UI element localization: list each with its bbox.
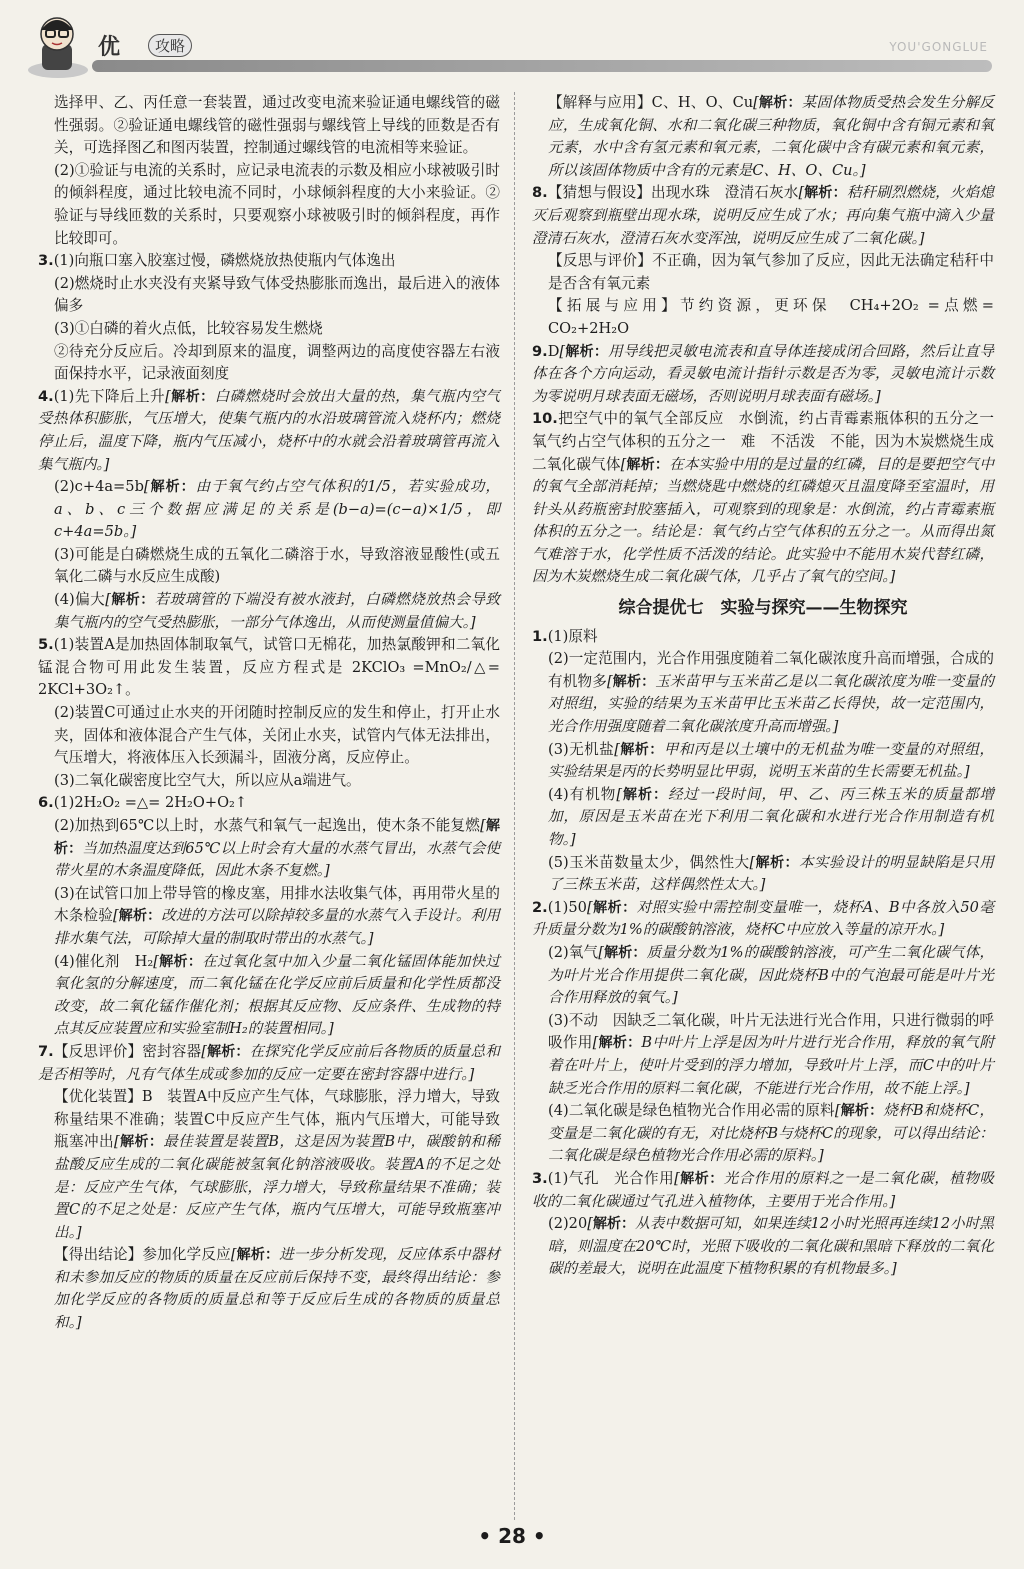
analysis-text: [解析：从表中数据可知，如果连续12小时光照再连续12小时黑暗，则温度在20℃时，光照下吸收的二氧化碳和黑暗下释放的二氧化碳的差最大，说明在此温度下植物积累的有机物最多。] [548,1215,994,1278]
question-number: 7. [38,1042,54,1060]
answer-item [532,1100,994,1168]
page-header [0,0,1024,88]
mascot-logo-icon [22,8,92,82]
answer-text: (2)燃烧时止水夹没有夹紧导致气体受热膨胀而逸出，最后进入的液体偏多 [54,274,500,315]
answer-text: (3)不动 因缺乏二氧化碳，叶片无法进行光合作用，只进行微弱的呼吸作用 [548,1011,994,1052]
analysis-text: [解析：玉米苗甲与玉米苗乙是以二氧化碳浓度为唯一变量的对照组，实验的结果为玉米苗甲比玉米苗乙长得快，故一定范围内，光合作用强度随着二氧化碳浓度升高而增强。] [548,672,994,736]
analysis-body: 玉米苗甲与玉米苗乙是以二氧化碳浓度为唯一变量的对照组，实验的结果为玉米苗甲比玉米苗乙长得快，故一定范围内，光合作用强度随着二氧化碳浓度升高而增强。 [548,672,994,736]
answer-item [532,92,994,182]
answer-item [38,386,500,476]
answer-item [38,1244,500,1334]
answer-item [38,634,500,702]
analysis-label: 解析： [755,854,799,871]
answer-text: (1)先下降后上升 [53,387,166,405]
analysis-label: 解析： [619,741,664,758]
question-number: 4. [38,387,54,405]
answer-text: (2)20 [548,1215,588,1233]
question-number: 10. [532,410,558,428]
answer-text: ②待充分反应后。冷却到原来的温度，调整两边的高度使容器左右液面保持水平，记录液面刻度 [54,342,500,383]
analysis-label: 解析： [158,953,203,970]
question-number: 9. [532,342,548,360]
answer-item [532,295,994,340]
answer-item [532,626,994,649]
answer-item [38,341,500,386]
question-number: 1. [532,627,548,645]
answer-text: 选择甲、乙、丙任意一套装置，通过改变电流来验证通电螺线管的磁性强弱。②验证通电螺线管的磁性强弱与螺线管上导线的匝数是否有关，可选择图乙和图丙装置，控制通过螺线管的电流相等来验证。 [54,94,500,157]
analysis-label: 解析： [626,456,670,473]
answer-item [532,784,994,852]
analysis-text: [解析：若玻璃管的下端没有被水液封，白磷燃烧放热会导致集气瓶内的空气受热膨胀，一部分气体逸出，从而使测量值偏大。] [54,591,500,631]
answer-text: (1)气孔 光合作用 [547,1169,675,1187]
answer-text: 【反思评价】密封容器 [53,1042,202,1060]
answer-text: (1)原料 [547,627,598,645]
analysis-text: [解析：秸秆刷烈燃烧，火焰熄灭后观察到瓶壁出现水珠，说明反应生成了水；再向集气瓶中滴入少量澄清石灰水，澄清石灰水变浑浊，说明反应生成了二氧化碳。] [532,184,994,247]
analysis-text: [解析：当加热温度达到65℃以上时会有大量的水蒸气冒出，水蒸气会使带火星的木条温度降低，因此木条不复燃。] [54,817,501,880]
brand-badge: 攻略 [148,34,192,57]
answer-item [38,951,500,1041]
answer-text: 【拓展与应用】节约资源，更环保 CH₄+2O₂ =点燃= CO₂+2H₂O [548,297,994,337]
question-number: 6. [38,794,54,812]
question-number: 5. [38,636,54,654]
answer-text: (2)一定范围内，光合作用强度随着二氧化碳浓度升高而增强，合成的有机物多 [548,650,994,690]
header-bar [92,60,992,72]
answer-item [38,92,500,160]
analysis-label: 解析： [565,343,609,360]
analysis-label: 解析： [110,592,155,609]
answer-text: 【反思与评价】不正确，因为氧气参加了反应，因此无法确定秸秆中是否含有氧元素 [548,252,994,292]
answer-item [38,160,500,250]
right-column [532,92,1009,1281]
answer-item [38,476,500,544]
analysis-body: 烧杯B和烧杯C，变量是二氧化碳的有无，对比烧杯B与烧杯C的现象，可以得出结论：二氧化碳是绿色植物光合作用必需的原料。 [548,1102,994,1165]
answer-item [38,250,500,273]
analysis-text: [解析：对照实验中需控制变量唯一，烧杯A、B中各放入50毫升质量分数为1%的碳酸钠溶液，烧杯C中应放入等量的凉开水。] [532,898,994,939]
answer-text: (4)二氧化碳是绿色植物光合作用必需的原料 [548,1102,835,1120]
analysis-text: [解析：本实验设计的明显缺陷是只用了三株玉米苗，这样偶然性太大。] [548,853,994,894]
answer-item [532,852,994,897]
answer-item [532,182,994,250]
answer-text: (2)c+4a=5b [54,478,144,496]
answer-item [38,702,500,770]
analysis-text: [解析：烧杯B和烧杯C，变量是二氧化碳的有无，对比烧杯B与烧杯C的现象，可以得出结论：二氧化碳是绿色植物光合作用必需的原料。] [548,1102,994,1165]
analysis-text: [解析：光合作用的原料之一是二氧化碳，植物吸收的二氧化碳通过气孔进入植物体，主要用于光合作用。] [532,1169,994,1210]
answer-item [38,1041,500,1086]
answer-text: (1)向瓶口塞入胶塞过慢，磷燃烧放热使瓶内气体逸出 [53,252,396,270]
analysis-body: 改进的方法可以除掉较多量的水蒸气入手设计。利用排水集气法，可除掉大量的制取时带出的水蒸气。 [54,907,500,947]
analysis-text: [解析：改进的方法可以除掉较多量的水蒸气入手设计。利用排水集气法，可除掉大量的制取时带出的水蒸气。] [54,907,500,947]
analysis-body: 用导线把灵敏电流表和直导体连接成闭合回路，然后让直导体在各个方向运动，看灵敏电流计指针示数是否为零，灵敏电流计示数为零说明月球表面无磁场，否则说明月球表面有磁场。 [532,342,994,405]
analysis-body: 在过氧化氢中加入少量二氧化锰固体能加快过氧化氢的分解速度，而二氧化锰在化学反应前后质量和化学性质都没改变，故二氧化锰作催化剂；根据其反应物、反应条件、生成物的特点其反应装置应和实验室制H₂的装置相同。 [54,952,501,1038]
answer-text: (3)可能是白磷燃烧生成的五氧化二磷溶于水，导致溶液显酸性(或五氧化二磷与水反应生成酸) [54,545,500,586]
analysis-body: 某固体物质受热会发生分解反应，生成氧化铜、水和二氧化碳三种物质，氧化铜中含有铜元素和氧元素，水中含有氢元素和氧元素，二氧化碳中含有碳元素和氧元素，所以该固体物质中含有的元素是C、H、O、Cu。 [548,94,994,179]
answer-text: (4)偏大 [54,591,106,609]
answer-text: (4)有机物 [548,785,617,803]
analysis-text: [解析：白磷燃烧时会放出大量的热，集气瓶内空气受热体积膨胀，气压增大，使集气瓶内的水沿玻璃管流入烧杯内；燃烧停止后，温度下降，瓶内气压减小，烧杯中的水就会沿着玻璃管再流入集气瓶内。] [38,387,500,473]
answer-text: (2)加热到65℃以上时，水蒸气和氧气一起逸出，使木条不能复燃 [54,817,481,834]
brand-name: 优 [98,35,121,60]
answer-text: (2)①验证与电流的关系时，应记录电流表的示数及相应小球被吸引时的倾斜程度，通过比较电流不同时，小球倾斜程度的大小来验证。②验证与导线匝数的关系时，只要观察小球被吸引时的倾斜程度，再作比较即可。 [54,161,500,247]
analysis-label: 解析： [236,1247,280,1264]
answer-item [38,883,500,951]
answer-text: (2)装置C可通过止水夹的开闭随时控制反应的发生和停止，打开止水夹，固体和液体混合产生气体，关闭止水夹，试管内气体无法排出，气压增大，将液体压入长颈漏斗，固液分离，反应停止。 [54,704,500,767]
answer-text: 【得出结论】参加化学反应 [54,1246,231,1264]
analysis-body: 由于氧气约占空气体积的1/5，若实验成功，a、b、c三个数据应满足的关系是(b−a)=(c−a)×1/5，即c+4a=5b。 [54,478,501,541]
answer-item [38,544,500,589]
answer-text: (1)50 [547,898,587,916]
answer-item [532,250,994,295]
analysis-text: [解析：某固体物质受热会发生分解反应，生成氧化铜、水和二氧化碳三种物质，氧化铜中含有铜元素和氧元素，水中含有氢元素和氧元素，二氧化碳中含有碳元素和氧元素，所以该固体物质中含有的元素是C、H、O、Cu。] [548,94,994,179]
brand-latin: YOU'GONGLUE [889,40,988,54]
analysis-body: 经过一段时间，甲、乙、丙三株玉米的质量都增加，原因是玉米苗在光下利用二氧化碳和水进行光合作用制造有机物。 [548,785,994,848]
left-column [38,92,500,1335]
analysis-text: [解析：质量分数为1%的碳酸钠溶液，可产生二氧化碳气体，为叶片光合作用提供二氧化碳，因此烧杯B中的气泡最可能是叶片光合作用释放的氧气。] [548,943,994,1007]
answer-text: (3)二氧化碳密度比空气大，所以应从a端进气。 [54,771,361,789]
answer-text: (2)氧气 [548,943,599,961]
analysis-label: 解析： [54,818,500,857]
analysis-body: 质量分数为1%的碳酸钠溶液，可产生二氧化碳气体，为叶片光合作用提供二氧化碳，因此烧杯B中的气泡最可能是叶片光合作用释放的氧气。 [548,943,994,1007]
answer-item [532,1010,994,1100]
analysis-text: [解析：经过一段时间，甲、乙、丙三株玉米的质量都增加，原因是玉米苗在光下利用二氧化碳和水进行光合作用制造有机物。] [548,785,994,848]
answer-item [532,341,994,409]
answer-text: 【解释与应用】C、H、O、Cu [548,94,754,111]
answer-item [38,1086,500,1244]
analysis-label: 解析： [118,908,162,925]
analysis-body: 从表中数据可知，如果连续12小时光照再连续12小时黑暗，则温度在20℃时，光照下吸收的二氧化碳和黑暗下释放的二氧化碳的差最大，说明在此温度下植物积累的有机物最多。 [548,1215,994,1278]
answer-text: (1)装置A是加热固体制取氧气，试管口无棉花，加热氯酸钾和二氧化锰混合物可用此发生装置，反应方程式是 2KClO₃ =MnO₂/△= 2KCl+3O₂↑。 [38,636,500,699]
analysis-text: [解析：在过氧化氢中加入少量二氧化锰固体能加快过氧化氢的分解速度，而二氧化锰在化学反应前后质量和化学性质都没改变，故二氧化锰作催化剂；根据其反应物、反应条件、生成物的特点其反应装置应和实验室制H₂的装置相同。] [54,952,501,1038]
analysis-text: [解析：用导线把灵敏电流表和直导体连接成闭合回路，然后让直导体在各个方向运动，看灵敏电流计指针示数是否为零，灵敏电流计示数为零说明月球表面无磁场，否则说明月球表面有磁场。] [532,342,994,405]
analysis-body: 在本实验中用的是过量的红磷，目的是要把空气中的氧气全部消耗掉；当燃烧匙中燃烧的红磷熄灭且温度降至室温时，用针头从药瓶密封胶塞插入，可观察到的现象是：水倒流，约占青霉素瓶体积的五分之一。结论是：氧气约占空气体积的五分之一。从而得出氮气难溶于水，化学性质不活泼的结论。此实验中不能用木炭代替红磷，因为木炭燃烧生成二氧化碳气体，几乎占了氧气的空间。 [532,455,994,586]
analysis-label: 解析： [592,899,637,916]
analysis-label: 解析： [840,1103,884,1120]
analysis-body: 白磷燃烧时会放出大量的热，集气瓶内空气受热体积膨胀，气压增大，使集气瓶内的水沿玻璃管流入烧杯内；燃烧停止后，温度下降，瓶内气压减小，烧杯中的水就会沿着玻璃管再流入集气瓶内。 [38,387,500,473]
analysis-body: 若玻璃管的下端没有被水液封，白磷燃烧放热会导致集气瓶内的空气受热膨胀，一部分气体逸出，从而使测量值偏大。 [54,591,500,631]
analysis-label: 解析： [612,673,656,690]
analysis-label: 解析： [592,1216,636,1233]
analysis-label: 解析： [149,479,196,496]
analysis-body: 对照实验中需控制变量唯一，烧杯A、B中各放入50毫升质量分数为1%的碳酸钠溶液，烧杯C中应放入等量的凉开水。 [532,898,994,939]
analysis-body: 当加热温度达到65℃以上时会有大量的水蒸气冒出，水蒸气会使带火星的木条温度降低，因此木条不复燃。 [54,839,501,880]
analysis-body: 秸秆刷烈燃烧，火焰熄灭后观察到瓶壁出现水珠，说明反应生成了水；再向集气瓶中滴入少量澄清石灰水，澄清石灰水变浑浊，说明反应生成了二氧化碳。 [532,184,994,247]
analysis-text: [解析：在探究化学反应前后各物质的质量总和是否相等时，凡有气体生成或参加的反应一定要在密封容器中进行。] [38,1042,500,1083]
analysis-label: 解析： [170,388,215,405]
question-number: 8. [532,184,548,202]
analysis-label: 解析： [804,185,847,202]
question-number: 2. [532,898,548,916]
answer-item [532,942,994,1010]
analysis-body: 本实验设计的明显缺陷是只用了三株玉米苗，这样偶然性太大。 [548,853,994,894]
analysis-text: [解析：最佳装置是装置B，这是因为装置B中，碳酸钠和稀盐酸反应生成的二氧化碳能被氢氧化钠溶液吸收。装置A的不足之处是：反应产生气体，气球膨胀，浮力增大，导致称量结果不准确；装置C的不足之处是：反应产生气体，瓶内气压增大，可能导致瓶塞冲出。] [54,1133,501,1241]
answer-text: (4)催化剂 H₂ [54,952,154,970]
analysis-label: 解析： [604,944,647,961]
answer-text: (3)在试管口加上带导管的橡皮塞，用排水法收集气体，再用带火星的木条检验 [54,884,500,925]
answer-item [532,739,994,784]
analysis-body: 光合作用的原料之一是二氧化碳，植物吸收的二氧化碳通过气孔进入植物体，主要用于光合作用。 [532,1169,994,1210]
page-number: • 28 • [478,1524,546,1548]
answer-item [38,318,500,341]
answer-item [532,648,994,738]
answer-item [38,273,500,318]
answer-text: (3)无机盐 [548,740,615,758]
answer-text: 把空气中的氧气全部反应 水倒流，约占青霉素瓶体积的五分之一 氧气约占空气体积的五分之一 难 不活泼 不能，因为木炭燃烧生成二氧化碳气体 [532,410,1009,473]
analysis-body: B中叶片上浮是因为叶片进行光合作用，释放的氧气附着在叶片上，使叶片受到的浮力增加，导致叶片上浮，而C中的叶片缺乏光合作用的原料二氧化碳，不能进行光合作用，故不能上浮。 [548,1034,994,1097]
analysis-text: [解析：在本实验中用的是过量的红磷，目的是要把空气中的氧气全部消耗掉；当燃烧匙中燃烧的红磷熄灭且温度降至室温时，用针头从药瓶密封胶塞插入，可观察到的现象是：水倒流，约占青霉素瓶体积的五分之一。结论是：氧气约占空气体积的五分之一。从而得出氮气难溶于水，化学性质不活泼的结论。此实验中不能用木炭代替红磷，因为木炭燃烧生成二氧化碳气体，几乎占了氧气的空间。] [532,455,994,586]
answer-item [532,1213,994,1281]
answer-item [532,897,994,942]
section-title: 综合提优七 实验与探究——生物探究 [618,598,908,619]
analysis-label: 解析： [758,95,802,111]
answer-text: (1)2H₂O₂ =△= 2H₂O+O₂↑ [53,794,248,812]
analysis-label: 解析： [119,1134,164,1151]
answer-item [38,792,500,815]
analysis-body: 最佳装置是装置B，这是因为装置B中，碳酸钠和稀盐酸反应生成的二氧化碳能被氢氧化钠溶液吸收。装置A的不足之处是：反应产生气体，气球膨胀，浮力增大，导致称量结果不准确；装置C的不足之处是：反应产生气体，瓶内气压增大，可能导致瓶塞冲出。 [54,1133,501,1241]
analysis-label: 解析： [622,786,668,803]
analysis-text: [解析：进一步分析发现，反应体系中器材和未参加反应的物质的质量在反应前后保持不变，最终得出结论：参加化学反应的各物质的质量总和等于反应后生成的各物质的质量总和。] [54,1246,500,1332]
answer-item [532,1168,994,1213]
answer-item [532,408,1009,589]
answer-text: (3)①白磷的着火点低，比较容易发生燃烧 [54,319,323,337]
answer-text: 【优化装置】B 装置A中反应产生气体，气球膨胀，浮力增大，导致称量结果不准确；装置C中反应产生气体，瓶内气压增大，可能导致瓶塞冲出 [54,1088,500,1151]
answer-item [38,589,500,634]
answer-item [38,815,500,883]
analysis-label: 解析： [679,1170,724,1187]
column-divider [514,92,515,1520]
question-number: 3. [38,252,54,270]
analysis-text: [解析：由于氧气约占空气体积的1/5，若实验成功，a、b、c三个数据应满足的关系是(b−a)=(c−a)×1/5，即c+4a=5b。] [54,478,501,541]
analysis-body: 甲和丙是以土壤中的无机盐为唯一变量的对照组，实验结果是丙的长势明显比甲弱，说明玉米苗的生长需要无机盐。 [548,740,994,781]
analysis-body: 进一步分析发现，反应体系中器材和未参加反应的物质的质量在反应前后保持不变，最终得出结论：参加化学反应的各物质的质量总和等于反应后生成的各物质的质量总和。 [54,1246,500,1332]
answer-text: (5)玉米苗数量太少，偶然性大 [548,853,750,871]
answer-item [38,770,500,793]
analysis-body: 在探究化学反应前后各物质的质量总和是否相等时，凡有气体生成或参加的反应一定要在密封容器中进行。 [38,1042,500,1083]
analysis-label: 解析： [206,1043,250,1060]
analysis-text: [解析：甲和丙是以土壤中的无机盐为唯一变量的对照组，实验结果是丙的长势明显比甲弱，说明玉米苗的生长需要无机盐。] [548,740,994,781]
question-number: 3. [532,1169,548,1187]
answer-text: 【猜想与假设】出现水珠 澄清石灰水 [547,184,799,202]
analysis-label: 解析： [598,1035,642,1052]
answer-text: D [547,342,560,360]
analysis-text: [解析：B中叶片上浮是因为叶片进行光合作用，释放的氧气附着在叶片上，使叶片受到的浮力增加，导致叶片上浮，而C中的叶片缺乏光合作用的原料二氧化碳，不能进行光合作用，故不能上浮。] [548,1034,994,1097]
